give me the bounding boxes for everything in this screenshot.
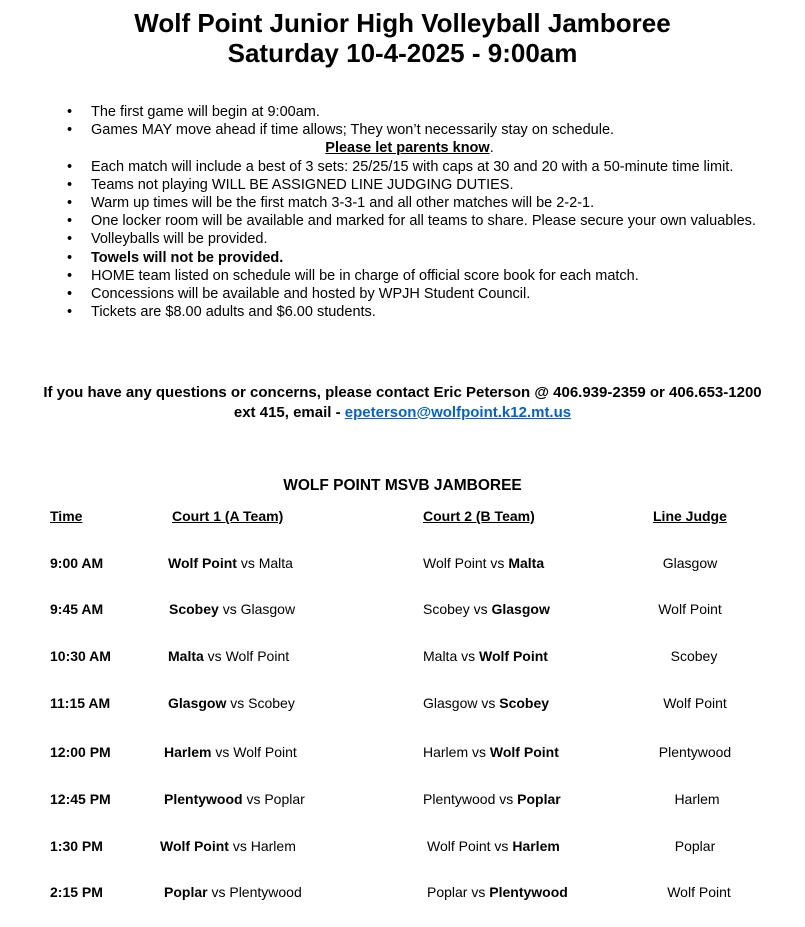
court1-away-team: Wolf Point <box>225 648 290 664</box>
list-item <box>67 158 772 176</box>
court2-home-team: Plentywood <box>423 791 496 807</box>
court2-away-team: Glasgow <box>491 601 550 617</box>
line-judge: Glasgow <box>662 555 718 571</box>
match-time: 9:45 AM <box>50 601 104 617</box>
court2-match <box>423 791 561 807</box>
court2-away-team: Harlem <box>512 838 560 854</box>
column-header-line-judge: Line Judge <box>653 508 727 524</box>
rule-text: Tickets are $8.00 adults and $6.00 students. <box>91 304 376 321</box>
court1-away-team: Plentywood <box>229 884 302 900</box>
column-header-court1: Court 1 (A Team) <box>172 508 284 524</box>
line-judge: Wolf Point <box>658 601 722 617</box>
court1-home-team: Harlem <box>164 744 212 760</box>
court1-home-team: Glasgow <box>168 695 227 711</box>
court1-away-team: Glasgow <box>240 601 296 617</box>
court1-match <box>164 791 305 807</box>
court2-vs: vs <box>477 695 500 711</box>
court2-match <box>423 601 550 617</box>
court1-away-team: Poplar <box>264 791 305 807</box>
court1-match <box>168 648 289 664</box>
court2-away-team: Wolf Point <box>489 744 559 760</box>
list-item <box>67 212 772 230</box>
court1-match <box>169 601 295 617</box>
list-item <box>67 194 772 212</box>
list-item <box>67 121 772 157</box>
court1-away-team: Harlem <box>250 838 296 854</box>
court2-vs: vs <box>457 648 480 664</box>
court1-vs: vs <box>211 744 234 760</box>
court2-home-team: Poplar <box>427 884 468 900</box>
email-link[interactable]: epeterson@wolfpoint.k12.mt.us <box>344 403 572 421</box>
column-header-time: Time <box>50 508 83 524</box>
court1-away-team: Wolf Point <box>233 744 297 760</box>
court2-home-team: Glasgow <box>423 695 478 711</box>
court1-vs: vs <box>207 884 230 900</box>
match-time: 12:45 PM <box>50 791 111 807</box>
column-header-court2: Court 2 (B Team) <box>423 508 535 524</box>
court1-vs: vs <box>236 555 259 571</box>
schedule-title: WOLF POINT MSVB JAMBOREE <box>283 477 522 494</box>
line-judge: Plentywood <box>658 744 732 760</box>
court2-away-team: Wolf Point <box>479 648 548 664</box>
parents-note-period: . <box>489 140 494 157</box>
court1-vs: vs <box>242 791 265 807</box>
rule-text: Volleyballs will be provided. <box>91 231 268 248</box>
list-item <box>67 285 772 303</box>
line-judge: Scobey <box>670 648 718 664</box>
court2-match <box>423 695 549 711</box>
list-item <box>67 303 772 321</box>
court2-away-team: Plentywood <box>489 884 568 900</box>
court1-home-team: Scobey <box>169 601 219 617</box>
rule-text: Warm up times will be the first match 3-3-1 and all other matches will be 2-2-1. <box>91 195 595 212</box>
court2-match <box>423 555 544 571</box>
court1-match <box>168 695 295 711</box>
court1-home-team: Wolf Point <box>168 555 237 571</box>
court2-home-team: Malta <box>423 648 458 664</box>
court1-home-team: Plentywood <box>164 791 243 807</box>
rule-text: Games MAY move ahead if time allows; They won’t necessarily stay on schedule. <box>91 122 615 139</box>
court1-home-team: Poplar <box>164 884 208 900</box>
rule-text: Each match will include a best of 3 sets: 25/25/15 with caps at 30 and 20 with a 50-minute time limit. <box>91 158 734 175</box>
court2-vs: vs <box>468 744 490 760</box>
match-time: 1:30 PM <box>50 838 103 854</box>
contact-info <box>40 383 765 422</box>
court1-away-team: Scobey <box>248 695 295 711</box>
list-item <box>67 249 772 267</box>
court1-away-team: Malta <box>258 555 293 571</box>
court1-vs: vs <box>228 838 251 854</box>
rules-list <box>67 103 772 321</box>
contact-text: If you have any questions or concerns, please contact Eric Peterson @ 406.939-2359 or 406.653-1200 ext 415, email - <box>43 384 762 421</box>
match-time: 9:00 AM <box>50 555 104 571</box>
parents-note <box>67 139 772 157</box>
court2-home-team: Harlem <box>423 744 469 760</box>
court2-match <box>423 744 559 760</box>
match-time: 12:00 PM <box>50 744 111 760</box>
line-judge: Wolf Point <box>663 695 727 711</box>
court1-home-team: Wolf Point <box>160 838 229 854</box>
rule-text: Teams not playing WILL BE ASSIGNED LINE JUDGING DUTIES. <box>91 176 514 193</box>
court2-home-team: Wolf Point <box>423 555 487 571</box>
page-title: Wolf Point Junior High Volleyball Jamboree <box>134 8 671 38</box>
court1-match <box>168 555 293 571</box>
court2-away-team: Poplar <box>517 791 561 807</box>
court2-home-team: Scobey <box>423 601 470 617</box>
court1-match <box>160 838 296 854</box>
court2-vs: vs <box>486 555 509 571</box>
court1-vs: vs <box>226 695 249 711</box>
page-subtitle-date: Saturday 10-4-2025 - 9:00am <box>227 38 578 68</box>
list-item <box>67 230 772 248</box>
court1-match <box>164 884 302 900</box>
court1-home-team: Malta <box>168 648 204 664</box>
list-item <box>67 176 772 194</box>
court1-match <box>164 744 297 760</box>
rule-text: Towels will not be provided. <box>91 249 284 266</box>
court2-away-team: Malta <box>508 555 545 571</box>
parents-note-text: Please let parents know <box>325 140 490 157</box>
match-time: 11:15 AM <box>50 695 111 711</box>
rule-text: HOME team listed on schedule will be in charge of official score book for each match. <box>91 267 639 284</box>
court2-vs: vs <box>467 884 490 900</box>
line-judge: Poplar <box>674 838 716 854</box>
match-time: 10:30 AM <box>50 648 111 664</box>
court1-vs: vs <box>218 601 241 617</box>
court1-vs: vs <box>203 648 226 664</box>
court2-match <box>423 648 548 664</box>
court2-vs: vs <box>490 838 513 854</box>
court2-vs: vs <box>495 791 518 807</box>
court2-vs: vs <box>469 601 492 617</box>
court2-home-team: Wolf Point <box>427 838 491 854</box>
line-judge: Wolf Point <box>667 884 731 900</box>
rule-text: One locker room will be available and marked for all teams to share. Please secure your own valuables. <box>91 213 756 230</box>
court2-match <box>427 884 568 900</box>
rule-text: The first game will begin at 9:00am. <box>91 104 320 120</box>
line-judge: Harlem <box>674 791 720 807</box>
list-item <box>67 267 772 285</box>
court2-away-team: Scobey <box>499 695 550 711</box>
match-time: 2:15 PM <box>50 884 103 900</box>
list-item <box>67 103 772 121</box>
court2-match <box>427 838 560 854</box>
rule-text: Concessions will be available and hosted by WPJH Student Council. <box>91 286 531 303</box>
